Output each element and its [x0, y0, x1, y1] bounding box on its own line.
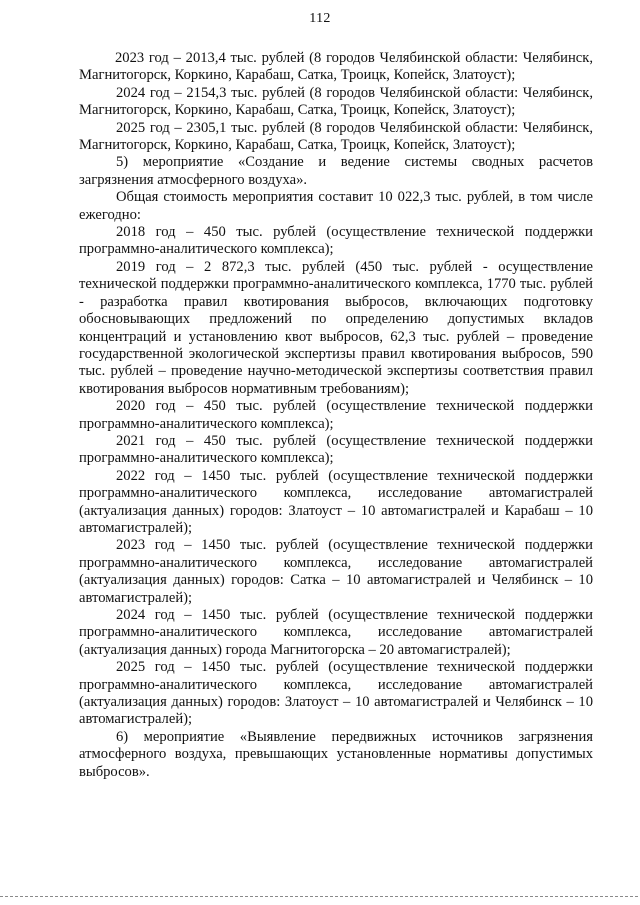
paragraph-2020-cost: 2020 год – 450 тыс. рублей (осуществление технической поддержки программно-аналитического комплекса);: [79, 398, 593, 432]
paragraph-2025-cost: 2025 год – 1450 тыс. рублей (осуществление технической поддержки программно-аналитического комплекса, исследование автомагистралей (актуализация данных) городов: Златоуст – 10 автомагистралей и Челябинск – 10 автомагистралей);: [79, 659, 593, 728]
page-number: 112: [309, 11, 331, 26]
paragraph-measure-6-title: 6) мероприятие «Выявление передвижных источников загрязнения атмосферного воздуха, превышающих установленные нормативы допустимых выбросов».: [79, 728, 593, 780]
paragraph-2018-cost: 2018 год – 450 тыс. рублей (осуществление технической поддержки программно-аналитического комплекса);: [79, 224, 593, 258]
paragraph-2025-cities: 2025 год – 2305,1 тыс. рублей (8 городов Челябинской области: Челябинск, Магнитогорск, Коркино, Карабаш, Сатка, Троицк, Копейск, Златоуст);: [79, 119, 593, 154]
paragraph-2024-cost: 2024 год – 1450 тыс. рублей (осуществление технической поддержки программно-аналитического комплекса, исследование автомагистралей (актуализация данных) города Магнитогорска – 20 автомагистралей);: [79, 607, 593, 658]
paragraph-2023-cities: 2023 год – 2013,4 тыс. рублей (8 городов Челябинской области: Челябинск, Магнитогорск, Коркино, Карабаш, Сатка, Троицк, Копейск, Златоуст);: [79, 50, 593, 84]
paragraph-2021-cost: 2021 год – 450 тыс. рублей (осуществление технической поддержки программно-аналитического комплекса);: [79, 432, 593, 467]
page-bottom-border: [0, 896, 640, 897]
paragraph-2019-cost: 2019 год – 2 872,3 тыс. рублей (450 тыс. рублей - осуществление технической поддержки программно-аналитического комплекса, 1770 тыс. рублей - разработка правил квотирования выбросов, включающих подготовку обосновывающих предложений по определению допустимых вкладов концентраций и установлению квот выбросов, 62,3 тыс. рублей – проведение государственной экологической экспертизы правил квотирования выбросов, 590 тыс. рублей – проведение научно-методической экспертизы соответствия правил квотирования выбросов нормативным требованиям);: [79, 258, 593, 397]
paragraph-measure-5-title: 5) мероприятие «Создание и ведение системы сводных расчетов загрязнения атмосферного воздуха».: [79, 154, 593, 188]
document-body: [79, 50, 593, 781]
paragraph-2023-cost: 2023 год – 1450 тыс. рублей (осуществление технической поддержки программно-аналитического комплекса, исследование автомагистралей (актуализация данных) городов: Сатка – 10 автомагистралей и Челябинск – 10 автомагистралей);: [79, 537, 593, 606]
paragraph-total-cost: Общая стоимость мероприятия составит 10 022,3 тыс. рублей, в том числе ежегодно:: [79, 189, 593, 223]
paragraph-2022-cost: 2022 год – 1450 тыс. рублей (осуществление технической поддержки программно-аналитического комплекса, исследование автомагистралей (актуализация данных) городов: Златоуст – 10 автомагистралей и Карабаш – 10 автомагистралей);: [79, 467, 593, 536]
paragraph-2024-cities: 2024 год – 2154,3 тыс. рублей (8 городов Челябинской области: Челябинск, Магнитогорск, Коркино, Карабаш, Сатка, Троицк, Копейск, Златоуст);: [79, 84, 593, 119]
